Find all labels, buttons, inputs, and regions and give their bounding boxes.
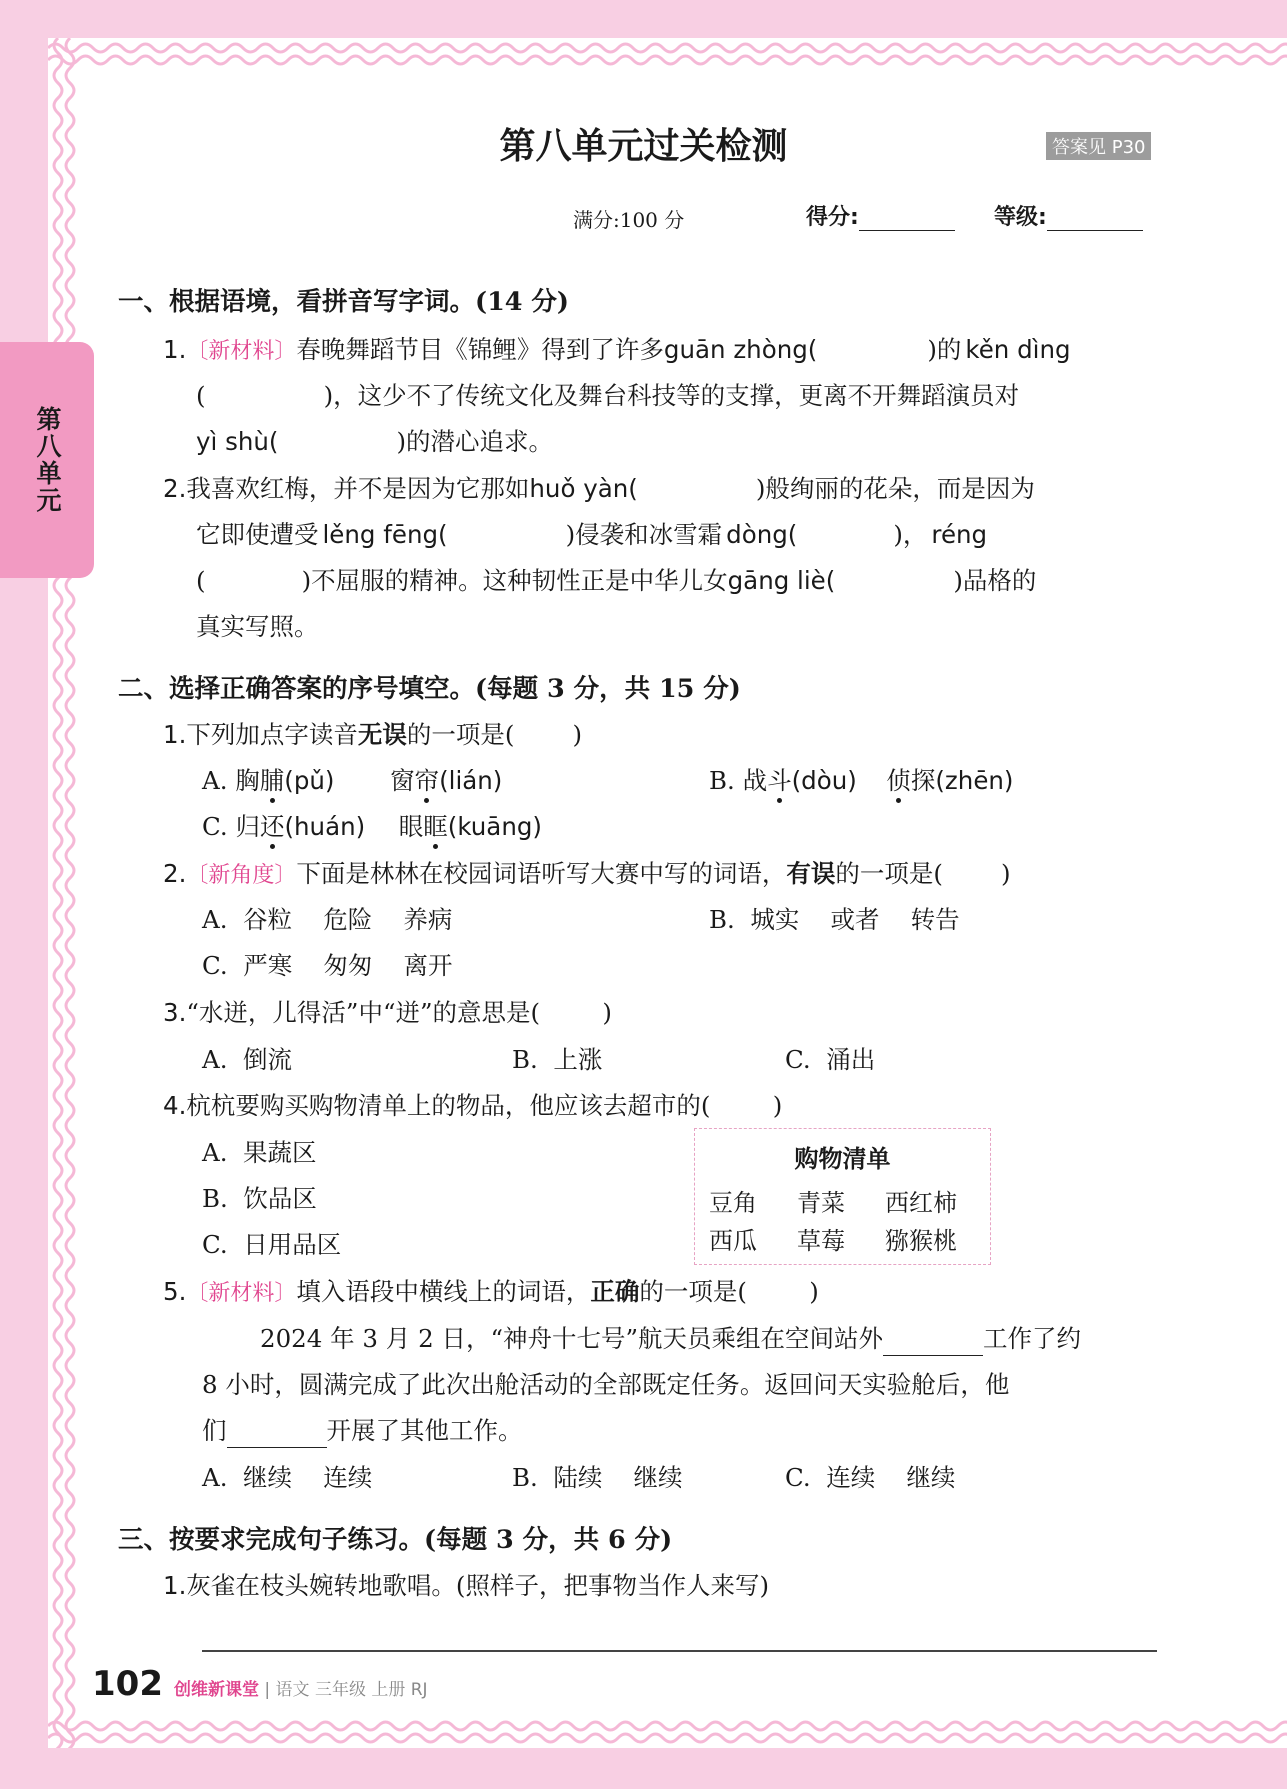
unit-side-tab bbox=[0, 342, 94, 578]
shopping-item: 青菜 bbox=[797, 1189, 845, 1217]
text-segment: 们 bbox=[202, 1416, 227, 1445]
shopping-item: 豆角 bbox=[709, 1189, 757, 1217]
dotted-char: 还 bbox=[259, 812, 285, 841]
shopping-list-box bbox=[694, 1128, 991, 1265]
pinyin: (dòu) bbox=[791, 766, 857, 795]
s2-q5-stem bbox=[163, 1275, 819, 1311]
text-segment: 的一项是( bbox=[406, 720, 515, 749]
text-segment: )侵袭和冰雪霜 bbox=[565, 520, 723, 549]
s1-q2-line3 bbox=[196, 564, 1036, 598]
text-segment: 探 bbox=[910, 766, 936, 795]
s2-q1-option-a[interactable] bbox=[202, 764, 502, 798]
shopping-list-title: 购物清单 bbox=[794, 1145, 891, 1173]
text-segment: )，这少不了传统文化及舞台科技等的支撑，更离不开舞蹈演员对 bbox=[323, 381, 1020, 410]
text-segment: 我喜欢红梅，并不是因为它那如 bbox=[186, 474, 530, 503]
s2-q4-option-b[interactable]: B. 饮品区 bbox=[202, 1184, 317, 1213]
text-segment: ( bbox=[196, 566, 206, 595]
s2-q5-option-c[interactable]: C. 连续 继续 bbox=[785, 1463, 956, 1492]
pinyin: kěn dìng bbox=[965, 335, 1071, 364]
text-segment: ) bbox=[1000, 859, 1011, 888]
pinyin: yì shù( bbox=[196, 427, 279, 456]
pinyin: (zhēn) bbox=[935, 766, 1014, 795]
section1-heading: 一、根据语境，看拼音写字词。(14 分) bbox=[118, 287, 569, 317]
pinyin: guān zhòng( bbox=[663, 335, 818, 364]
shopping-item: 猕猴桃 bbox=[885, 1227, 957, 1255]
text-segment: ) bbox=[572, 720, 583, 749]
question-number: 2. bbox=[163, 859, 187, 888]
text-segment: )的潜心追求。 bbox=[396, 427, 554, 456]
s2-q4-stem bbox=[163, 1089, 782, 1123]
question-number: 1. bbox=[163, 335, 187, 364]
shopping-item: 西红柿 bbox=[885, 1189, 957, 1217]
emphasis-text: 正确 bbox=[590, 1277, 640, 1306]
new-angle-tag: 〔新角度〕 bbox=[186, 863, 297, 888]
text-segment: )品格的 bbox=[953, 566, 1037, 595]
text-segment: 窗 bbox=[390, 766, 415, 795]
text-segment: 眼 bbox=[398, 812, 424, 841]
text-segment: 的一项是( bbox=[835, 859, 943, 888]
question-number: 2. bbox=[163, 474, 187, 503]
emphasis-text: 有误 bbox=[786, 859, 836, 888]
s2-q4-option-a[interactable]: A. 果蔬区 bbox=[202, 1138, 317, 1167]
wavy-border-top bbox=[48, 34, 1287, 84]
answer-reference-badge: 答案见 P30 bbox=[1046, 132, 1151, 160]
option-label: B. bbox=[709, 766, 735, 795]
text-segment: 杭杭要购买购物清单上的物品，他应该去超市的( ) bbox=[186, 1091, 783, 1120]
text-segment: “水迸，儿得活”中“迸”的意思是( ) bbox=[186, 998, 612, 1027]
s2-q1-option-b[interactable] bbox=[709, 764, 1013, 798]
text-segment: 开展了其他工作。 bbox=[326, 1416, 523, 1445]
s2-q5-option-b[interactable]: B. 陆续 继续 bbox=[512, 1463, 683, 1492]
brand-name: 创维新课堂 bbox=[174, 1680, 259, 1700]
s2-q4-option-c[interactable]: C. 日用品区 bbox=[202, 1230, 342, 1259]
s1-q2-line4: 真实写照。 bbox=[196, 612, 319, 641]
question-number: 5. bbox=[163, 1277, 187, 1306]
s1-q1-line2 bbox=[196, 379, 1019, 413]
s2-q2-stem bbox=[163, 857, 1011, 893]
section3-heading: 三、按要求完成句子练习。(每题 3 分，共 6 分) bbox=[118, 1525, 673, 1555]
text-segment: 工作了约 bbox=[983, 1324, 1082, 1353]
text-segment: 下列加点字读音 bbox=[186, 720, 358, 749]
text-segment: 下面是林林在校园词语听写大赛中写的词语， bbox=[296, 859, 787, 888]
s2-q1-option-c[interactable] bbox=[202, 810, 542, 844]
s2-q2-option-c[interactable]: C. 严寒 匆匆 离开 bbox=[202, 951, 453, 980]
text-segment: 春晚舞蹈节目《锦鲤》得到了许多 bbox=[296, 335, 664, 364]
s2-q3-option-a[interactable]: A. 倒流 bbox=[202, 1045, 293, 1074]
question-number: 1. bbox=[163, 1571, 187, 1600]
pinyin: gāng liè( bbox=[727, 566, 836, 595]
s3-q1-stem bbox=[163, 1569, 769, 1603]
pinyin: huǒ yàn( bbox=[529, 474, 638, 503]
s1-q1-line3 bbox=[196, 425, 553, 459]
full-score-text: 满分:100 分 bbox=[573, 208, 685, 232]
text-segment: )， bbox=[893, 520, 928, 549]
s1-q1-line1 bbox=[163, 333, 1071, 369]
text-segment: 胸 bbox=[235, 766, 260, 795]
shopping-list-row bbox=[709, 1221, 973, 1256]
book-info bbox=[174, 1675, 428, 1700]
text-segment: 它即使遭受 bbox=[196, 520, 319, 549]
s2-q3-stem bbox=[163, 996, 612, 1030]
page-number: 102 bbox=[92, 1664, 163, 1704]
s2-q3-option-c[interactable]: C. 涌出 bbox=[785, 1045, 876, 1074]
s2-q5-option-a[interactable]: A. 继续 连续 bbox=[202, 1463, 373, 1492]
unit-side-tab-label: 第八单元 bbox=[33, 406, 62, 514]
question-number: 3. bbox=[163, 998, 187, 1027]
s2-q5-passage-line3 bbox=[202, 1414, 523, 1448]
pinyin: (pǔ) bbox=[284, 766, 335, 795]
dotted-char: 眶 bbox=[423, 812, 448, 841]
wavy-border-bottom bbox=[48, 1704, 1287, 1754]
dotted-char: 脯 bbox=[259, 766, 285, 795]
score-field[interactable] bbox=[806, 200, 955, 231]
dotted-char: 斗 bbox=[767, 766, 792, 795]
s2-q2-option-b[interactable]: B. 城实 或者 转告 bbox=[709, 905, 960, 934]
pinyin: (kuāng) bbox=[447, 812, 542, 841]
pinyin: réng bbox=[931, 520, 988, 549]
book-details: | 语文 三年级 上册 RJ bbox=[264, 1680, 428, 1700]
new-material-tag: 〔新材料〕 bbox=[186, 1281, 297, 1306]
section2-heading: 二、选择正确答案的序号填空。(每题 3 分，共 15 分) bbox=[118, 674, 741, 704]
s1-q2-line1 bbox=[163, 472, 1035, 506]
score-blank[interactable] bbox=[859, 204, 955, 231]
answer-blank[interactable] bbox=[227, 1419, 327, 1448]
option-label: C. bbox=[202, 812, 228, 841]
grade-blank[interactable] bbox=[1047, 204, 1143, 231]
shopping-item: 草莓 bbox=[797, 1227, 845, 1255]
text-segment: 的一项是( ) bbox=[639, 1277, 819, 1306]
text-segment: )不屈服的精神。这种韧性正是中华儿女 bbox=[301, 566, 728, 595]
text-segment: 填入语段中横线上的词语， bbox=[296, 1277, 591, 1306]
text-segment: 战 bbox=[742, 766, 768, 795]
text-segment: ( bbox=[196, 381, 206, 410]
grade-field[interactable] bbox=[994, 200, 1143, 231]
text-segment: 灰雀在枝头婉转地歌唱。(照样子，把事物当作人来写) bbox=[186, 1571, 770, 1600]
pinyin: (lián) bbox=[439, 766, 503, 795]
text-segment: )般绚丽的花朵，而是因为 bbox=[755, 474, 1035, 503]
text-segment: )的 bbox=[927, 335, 962, 364]
score-label: 得分: bbox=[806, 205, 859, 230]
emphasis-text: 无误 bbox=[357, 720, 407, 749]
text-segment: 归 bbox=[235, 812, 260, 841]
wavy-border-left bbox=[44, 38, 94, 1748]
s2-q2-option-a[interactable]: A. 谷粒 危险 养病 bbox=[202, 905, 453, 934]
question-number: 4. bbox=[163, 1091, 187, 1120]
s2-q5-passage-line2: 8 小时，圆满完成了此次出舱活动的全部既定任务。返回问天实验舱后，他 bbox=[202, 1370, 1010, 1399]
grade-label: 等级: bbox=[994, 205, 1047, 230]
s2-q3-option-b[interactable]: B. 上涨 bbox=[512, 1045, 603, 1074]
dotted-char: 侦 bbox=[886, 766, 911, 795]
new-material-tag: 〔新材料〕 bbox=[186, 339, 297, 364]
pinyin: (huán) bbox=[284, 812, 366, 841]
answer-blank[interactable] bbox=[883, 1327, 983, 1356]
shopping-item: 西瓜 bbox=[709, 1227, 757, 1255]
question-number: 1. bbox=[163, 720, 187, 749]
s2-q1-stem bbox=[163, 718, 582, 752]
pinyin: lěng fēng( bbox=[322, 520, 448, 549]
pinyin: dòng( bbox=[726, 520, 798, 549]
s2-q5-passage-line1 bbox=[260, 1322, 1081, 1356]
s1-q2-line2 bbox=[196, 518, 987, 552]
footer-divider bbox=[202, 1650, 1157, 1652]
shopping-list-row bbox=[709, 1183, 973, 1218]
option-label: A. bbox=[202, 766, 228, 795]
dotted-char: 帘 bbox=[414, 766, 440, 795]
page-title: 第八单元过关检测 bbox=[499, 126, 788, 167]
text-segment: 2024 年 3 月 2 日，“神舟十七号”航天员乘组在空间站外 bbox=[260, 1324, 884, 1353]
